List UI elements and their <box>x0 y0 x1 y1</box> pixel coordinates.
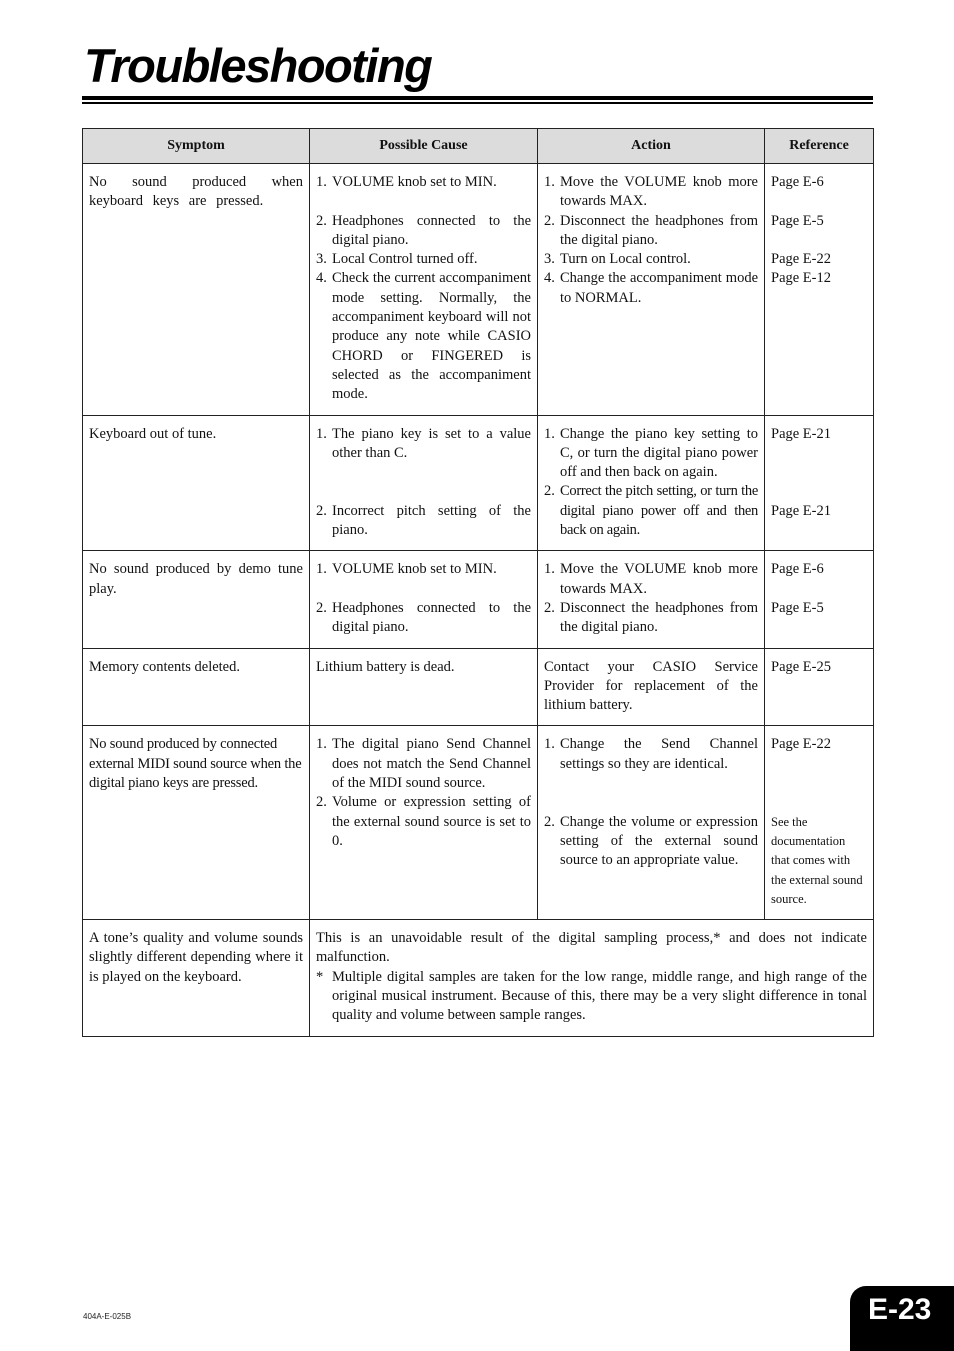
reference-cell <box>765 648 874 726</box>
item-number: 4. <box>316 270 327 287</box>
action-cell <box>538 648 765 726</box>
cause-cell <box>310 164 538 416</box>
item-number: 1. <box>544 174 555 190</box>
title-rule-thick <box>82 96 873 100</box>
list-item <box>544 425 758 483</box>
item-text: Change the Send Channel settings so they are identical. <box>560 736 758 772</box>
item-text: VOLUME knob set to MIN. <box>332 174 497 190</box>
action-cell <box>538 551 765 648</box>
item-number: 2. <box>544 599 555 616</box>
explanation-text: This is an unavoidable result of the digital sampling process,* and does not indicate malfunction. <box>316 930 867 966</box>
table-header-row <box>83 129 874 164</box>
page-number: E-23 <box>868 1293 932 1326</box>
list-item <box>544 250 758 269</box>
table-row <box>83 920 874 1036</box>
item-number: 1. <box>316 561 327 578</box>
cause-cell <box>310 415 538 551</box>
item-number: 1. <box>316 425 327 442</box>
list-item <box>316 425 531 502</box>
list-item <box>544 560 758 599</box>
table-row <box>83 164 874 416</box>
item-text: Move the VOLUME knob more towards MAX. <box>560 561 758 597</box>
reference-text: Page E-12 <box>771 270 831 287</box>
list-item <box>544 212 758 251</box>
header-possible-cause: Possible Cause <box>310 129 538 164</box>
item-number: 2. <box>544 212 555 229</box>
item-number: 3. <box>544 251 555 268</box>
footnote <box>316 968 867 1026</box>
cause-cell <box>310 726 538 920</box>
reference-text: Page E-21 <box>771 425 831 442</box>
item-text: Incorrect pitch setting of the piano. <box>332 502 531 539</box>
list-item <box>544 269 758 308</box>
table-row <box>83 726 874 920</box>
cause-cell <box>310 551 538 648</box>
list-item <box>316 793 531 851</box>
action-text: Contact your CASIO Service Provider for replacement of the lithium battery. <box>544 658 758 714</box>
reference-cell <box>765 551 874 648</box>
action-cell <box>538 415 765 551</box>
header-reference: Reference <box>765 129 874 164</box>
reference-cell <box>765 164 874 416</box>
item-text: Headphones connected to the digital piano. <box>332 212 531 248</box>
item-text: Correct the pitch setting, or turn the digital piano power off and then back on again. <box>560 483 758 539</box>
list-item <box>316 269 531 404</box>
cause-cell <box>310 648 538 726</box>
explanation-cell <box>310 920 874 1036</box>
reference-text: Page E-22 <box>771 251 831 268</box>
action-cell <box>538 726 765 920</box>
item-number: 1. <box>316 174 327 190</box>
symptom-cell <box>83 164 310 416</box>
item-number: 2. <box>544 813 555 830</box>
list-item <box>316 212 531 251</box>
reference-text: Page E-5 <box>771 599 824 616</box>
list-item <box>544 599 758 638</box>
symptom-cell <box>83 920 310 1036</box>
symptom-cell <box>83 415 310 551</box>
reference-note: See the documentation that comes with the external sound source. <box>771 814 863 906</box>
header-action: Action <box>538 129 765 164</box>
item-text: Local Control turned off. <box>332 251 478 268</box>
list-item <box>544 173 758 212</box>
item-text: Volume or expression setting of the external sound source is set to 0. <box>332 794 531 849</box>
item-number: 2. <box>316 599 327 616</box>
list-item <box>316 502 531 541</box>
item-text: Disconnect the headphones from the digital piano. <box>560 599 758 636</box>
symptom-text: Memory contents deleted. <box>89 658 240 675</box>
item-number: 2. <box>316 212 327 229</box>
list-item <box>316 173 531 192</box>
item-text: Turn on Local control. <box>560 251 691 268</box>
item-number: 1. <box>544 561 555 578</box>
item-number: 3. <box>316 251 327 268</box>
item-text: Disconnect the headphones from the digital piano. <box>560 212 758 248</box>
item-text: VOLUME knob set to MIN. <box>332 561 497 578</box>
page-number-badge <box>850 1286 954 1351</box>
page-title: Troubleshooting <box>84 39 432 92</box>
item-text: Change the accompaniment mode to NORMAL. <box>560 270 758 306</box>
footnote-mark: * <box>316 968 324 985</box>
table-row <box>83 648 874 726</box>
symptom-text: No sound produced by connected external MIDI sound source when the digital piano keys are pressed. <box>89 736 302 792</box>
table-row <box>83 551 874 648</box>
symptom-text: No sound produced by demo tune play. <box>89 561 303 597</box>
item-text: Check the current accompaniment mode setting. Normally, the accompaniment keyboard will not produce any note while CASIO CHORD or FINGERED is selected as the accompaniment mode. <box>332 270 531 403</box>
item-number: 1. <box>544 736 555 753</box>
item-number: 2. <box>316 794 327 811</box>
item-number: 1. <box>316 736 327 753</box>
item-text: The piano key is set to a value other than C. <box>332 425 531 461</box>
symptom-cell <box>83 648 310 726</box>
list-item <box>544 813 758 871</box>
reference-text: Page E-6 <box>771 561 824 578</box>
list-item <box>316 735 531 793</box>
list-item <box>316 250 531 269</box>
reference-text: Page E-21 <box>771 502 831 519</box>
reference-text: Page E-5 <box>771 212 824 229</box>
item-text: Move the VOLUME knob more towards MAX. <box>560 174 758 210</box>
item-number: 2. <box>544 483 555 500</box>
list-item <box>544 735 758 812</box>
symptom-cell <box>83 726 310 920</box>
symptom-text: No sound produced when keyboard keys are pressed. <box>89 174 303 210</box>
reference-cell <box>765 415 874 551</box>
item-text: Change the piano key setting to C, or turn the digital piano power off and then back on again. <box>560 425 758 481</box>
list-item <box>544 482 758 540</box>
reference-cell <box>765 726 874 920</box>
item-number: 2. <box>316 502 327 519</box>
item-text: Headphones connected to the digital piano. <box>332 599 531 636</box>
title-rule-thin <box>82 102 873 104</box>
header-symptom: Symptom <box>83 129 310 164</box>
table-row <box>83 415 874 551</box>
item-text: Change the volume or expression setting of the external sound source to an appropriate value. <box>560 813 758 869</box>
document-code: 404A-E-025B <box>83 1312 132 1321</box>
reference-text: Page E-6 <box>771 174 824 190</box>
reference-text: Page E-25 <box>771 658 831 675</box>
reference-text: Page E-22 <box>771 736 831 753</box>
list-item <box>316 560 531 599</box>
item-number: 1. <box>544 425 555 442</box>
action-cell <box>538 164 765 416</box>
item-text: The digital piano Send Channel does not match the Send Channel of the MIDI sound source. <box>332 736 531 792</box>
troubleshooting-table <box>82 128 874 1037</box>
symptom-text: Keyboard out of tune. <box>89 425 217 442</box>
footnote-text: Multiple digital samples are taken for the low range, middle range, and high range of the original musical instrument. Because of this, there may be a very slight difference in tonal quality and volume between sample ranges. <box>332 968 867 1024</box>
cause-text: Lithium battery is dead. <box>316 658 455 675</box>
symptom-cell <box>83 551 310 648</box>
item-number: 4. <box>544 270 555 287</box>
symptom-text: A tone’s quality and volume sounds slightly different depending where it is played on the keyboard. <box>89 930 303 985</box>
list-item <box>316 599 531 638</box>
